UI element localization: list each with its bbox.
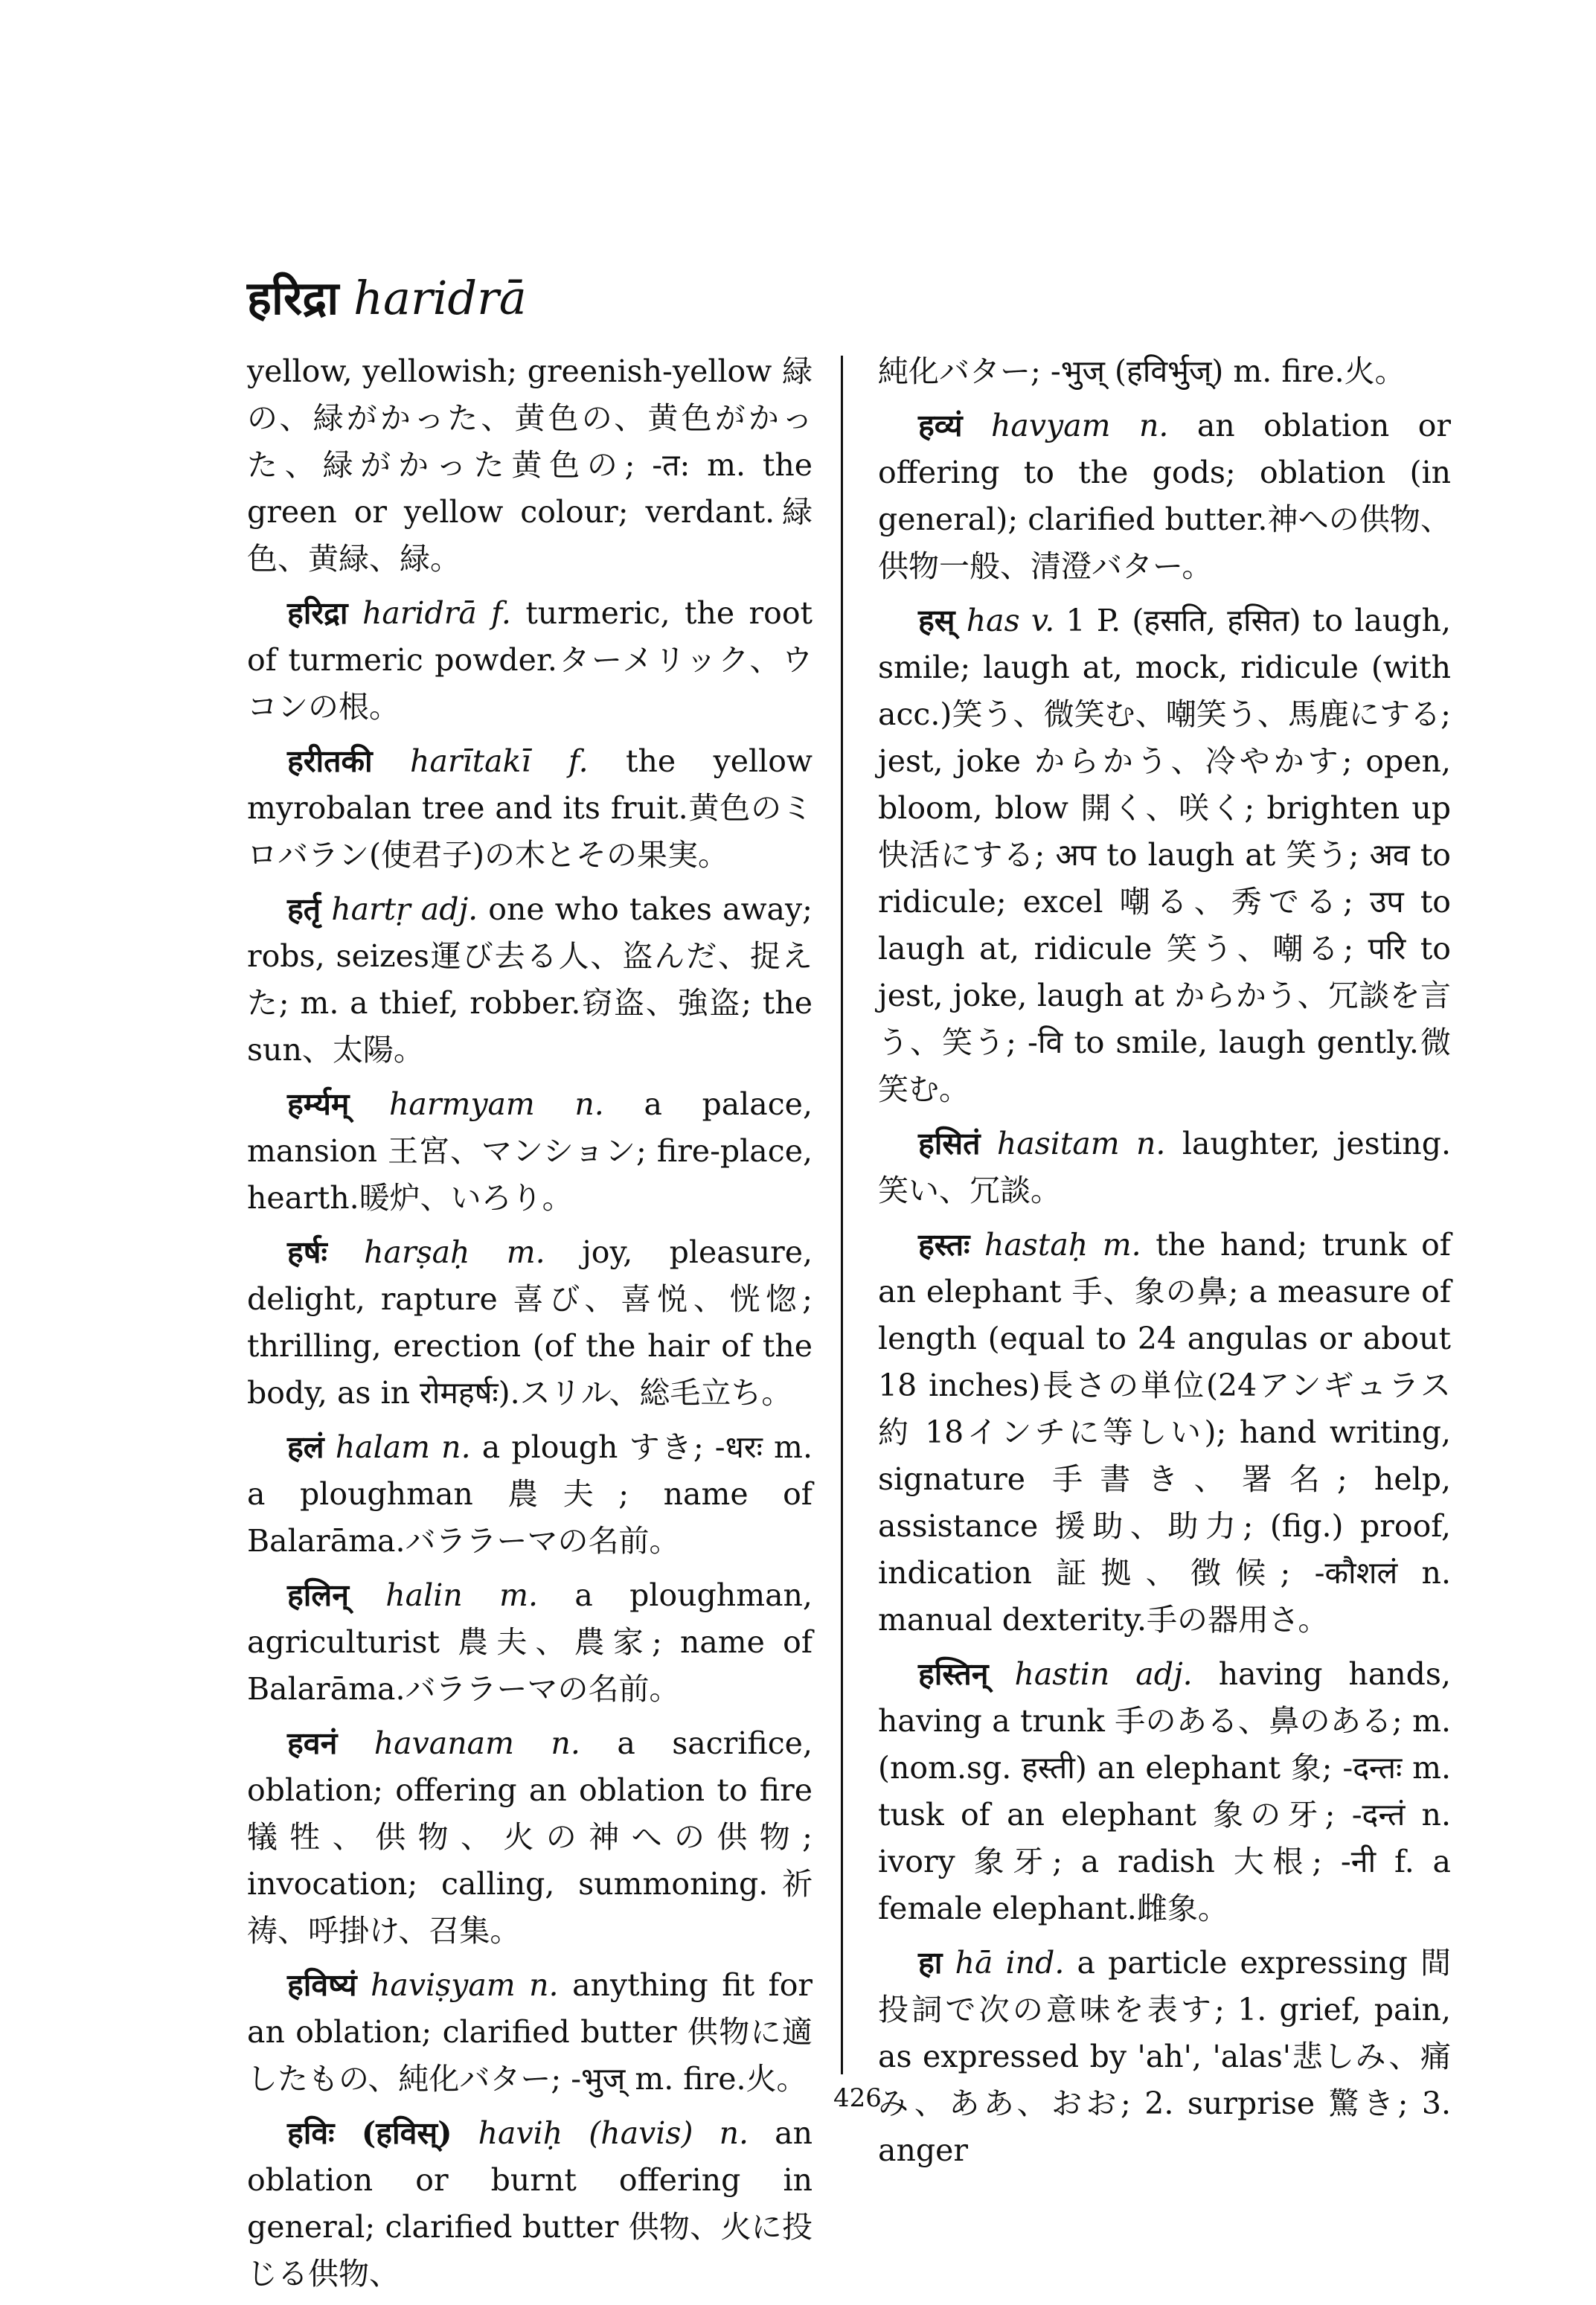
entry-headword: हव्यं xyxy=(918,408,963,443)
entry-transliteration: haviḥ (havis) n. xyxy=(478,2115,749,2151)
entry-definition: laughter, jesting. 笑い、冗談。 xyxy=(878,1126,1451,1208)
dictionary-entry xyxy=(247,1229,813,1417)
dictionary-entry xyxy=(878,597,1451,1113)
running-head-transliteration: haridrā xyxy=(353,271,527,325)
entry-headword: हर्तृ xyxy=(287,891,321,927)
entry-definition: 純化バター; -भुज् (हविर्भुज्) m. fire.火。 xyxy=(878,353,1406,389)
entry-transliteration: harītakī f. xyxy=(410,743,589,779)
entry-transliteration: hasitam n. xyxy=(996,1126,1166,1161)
page-number: 426 xyxy=(833,2083,882,2113)
entry-definition: a plough すき; -धरः m. a ploughman 農夫; name of Balarāma.バララーマの名前。 xyxy=(247,1429,813,1559)
entry-headword: हस् xyxy=(918,603,955,638)
dictionary-entry xyxy=(878,1121,1451,1214)
entry-definition: an oblation or offering to the gods; oblation (in general); clarified butter.神への供物、供物一般、清澄バター。 xyxy=(878,408,1451,584)
entry-headword: हस्तः xyxy=(918,1227,970,1263)
dictionary-entry xyxy=(247,1962,813,2103)
entry-headword: हा xyxy=(918,1945,943,1981)
entry-definition: 1 P. (हसति, हसित) to laugh, smile; laugh at, mock, ridicule (with acc.)笑う、微笑む、嘲笑う、馬鹿にする; jest, joke からかう、冷やかす; open, bloom, blow 開く、咲く; brighten up 快活にする; अप to laugh at 笑う; अव to ridicule; excel 嘲る、秀でる; उप to laugh at, ridicule 笑う、嘲る; परि to jest, joke, laugh at からかう、冗談を言う、笑う; -वि to smile, laugh gently.微笑む。 xyxy=(878,603,1451,1107)
entry-transliteration: halin m. xyxy=(385,1577,538,1613)
dictionary-entry xyxy=(247,348,813,583)
dictionary-entry xyxy=(247,1572,813,1713)
entry-definition: an oblation or burnt offering in general; clarified butter 供物、火に投じる供物、 xyxy=(247,2115,813,2292)
entry-headword: हलं xyxy=(287,1429,324,1465)
entry-headword: हस्तिन् xyxy=(918,1656,989,1692)
entry-transliteration: hastin adj. xyxy=(1014,1656,1193,1692)
dictionary-entry xyxy=(247,1424,813,1565)
running-head-headword: हरिद्रा xyxy=(247,271,339,325)
left-column xyxy=(247,348,813,2305)
entry-definition: a sacrifice, oblation; offering an oblation to fire 犠牲、供物、火の神への供物; invocation; calling, summoning.祈祷、呼掛け、召集。 xyxy=(247,1725,813,1949)
entry-transliteration: hā ind. xyxy=(955,1945,1065,1981)
entry-definition: the hand; trunk of an elephant 手、象の鼻; a measure of length (equal to 24 angulas or about 18 inches)長さの単位(24アンギュラス約 18インチに等しい); hand writing, signature 手書き、署名; help, assistance 援助、助力; (fig.) proof, indication 証拠、徴候; -कौशलं n. manual dexterity.手の器用さ。 xyxy=(878,1227,1451,1638)
entry-definition: a ploughman, agriculturist 農夫、農家; name of Balarāma.バララーマの名前。 xyxy=(247,1577,813,1707)
entry-definition: the yellow myrobalan tree and its fruit.黄色のミロバラン(使君子)の木とその果実。 xyxy=(247,743,813,873)
entry-transliteration: hartṛ adj. xyxy=(331,891,478,927)
entry-definition: a palace, mansion 王宮、マンション; fire-place, hearth.暖炉、いろり。 xyxy=(247,1086,813,1216)
dictionary-entry xyxy=(878,1940,1451,2174)
right-column xyxy=(878,348,1451,2181)
entry-headword: हरीतकी xyxy=(287,743,373,779)
entry-headword: हसितं xyxy=(918,1126,981,1161)
dictionary-entry xyxy=(247,1720,813,1955)
dictionary-entry xyxy=(247,1081,813,1222)
entry-definition: yellow, yellowish; greenish-yellow 緑の、緑がかった、黄色の、黄色がかった、緑がかった黄色の; -त: m. the green or yellow colour; verdant.緑色、黄緑、緑。 xyxy=(247,353,813,577)
entry-headword: हर्षः xyxy=(287,1234,327,1270)
entry-transliteration: harmyam n. xyxy=(389,1086,604,1122)
dictionary-entry xyxy=(878,348,1451,395)
entry-headword: हरिद्रा xyxy=(287,595,348,631)
entry-definition: anything fit for an oblation; clarified butter 供物に適したもの、純化バター; -भुज् m. fire.火。 xyxy=(247,1967,813,2097)
entry-definition: a particle expressing 間投詞で次の意味を表す; 1. grief, pain, as expressed by 'ah', 'alas'悲しみ、痛み、ああ、おお; 2. surprise 驚き; 3. anger xyxy=(878,1945,1451,2168)
dictionary-entry xyxy=(878,1651,1451,1932)
entry-definition: turmeric, the root of turmeric powder.ターメリック、ウコンの根。 xyxy=(247,595,813,725)
dictionary-entry xyxy=(247,738,813,879)
entry-definition: one who takes away; robs, seizes運び去る人、盗んだ、捉えた; m. a thief, robber.窃盗、強盗; the sun、太陽。 xyxy=(247,891,813,1068)
entry-transliteration: halam n. xyxy=(335,1429,471,1465)
dictionary-entry xyxy=(247,886,813,1074)
entry-definition: joy, pleasure, delight, rapture 喜び、喜悦、恍惚; thrilling, erection (of the hair of the body, as in रोमहर्षः).スリル、総毛立ち。 xyxy=(247,1234,813,1411)
running-head xyxy=(247,271,527,325)
dictionary-entry xyxy=(878,1222,1451,1644)
entry-headword: हलिन् xyxy=(287,1577,349,1613)
entry-transliteration: havanam n. xyxy=(374,1725,580,1761)
dictionary-entry xyxy=(878,403,1451,590)
entry-transliteration: hastaḥ m. xyxy=(984,1227,1141,1263)
entry-headword: हवनं xyxy=(287,1725,338,1761)
entry-transliteration: havyam n. xyxy=(991,408,1169,443)
entry-headword: हर्म्यम् xyxy=(287,1086,350,1122)
dictionary-entry xyxy=(247,2110,813,2298)
entry-definition: having hands, having a trunk 手のある、鼻のある; m.(nom.sg. हस्ती) an elephant 象; -दन्तः m. tusk of an elephant 象の牙; -दन्तं n. ivory 象牙; a radish 大根; -नी f. a female elephant.雌象。 xyxy=(878,1656,1451,1926)
entry-headword: हविष्यं xyxy=(287,1967,357,2003)
dictionary-entry xyxy=(247,590,813,731)
entry-transliteration: has v. xyxy=(966,603,1055,638)
column-divider xyxy=(841,356,843,2074)
entry-transliteration: haridrā f. xyxy=(362,595,511,631)
entry-headword: हविः (हविस्) xyxy=(287,2115,452,2151)
entry-transliteration: haviṣyam n. xyxy=(371,1967,559,2003)
entry-transliteration: harṣaḥ m. xyxy=(364,1234,545,1270)
